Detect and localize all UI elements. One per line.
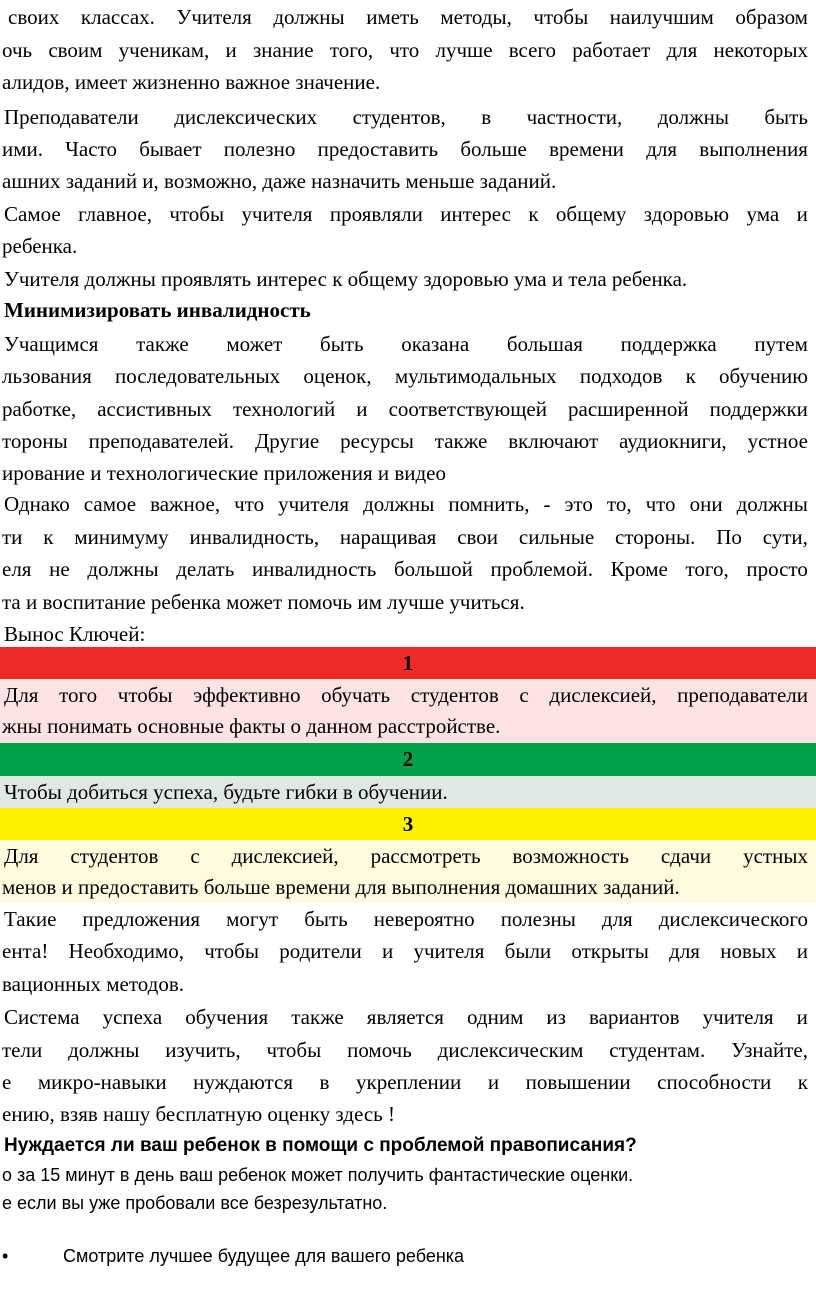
text-line xyxy=(8,4,808,30)
word: ученикам, xyxy=(118,38,210,62)
word: быть xyxy=(304,907,348,931)
word: обучать xyxy=(321,683,391,707)
word: стороны. xyxy=(615,525,696,549)
text-line xyxy=(2,556,808,582)
heading-minimize-disability: Минимизировать инвалидность xyxy=(4,298,311,322)
word: времени xyxy=(549,137,624,161)
word: самое xyxy=(83,492,137,516)
sans-text-line: о за 15 минут в день ваш ребенок может получить фантастические оценки. xyxy=(2,1165,634,1185)
word: Самое xyxy=(4,202,61,226)
word: быть xyxy=(320,332,364,356)
word: могут xyxy=(226,907,279,931)
word: для xyxy=(666,38,698,62)
word: возможность xyxy=(512,844,629,868)
word: частности, xyxy=(526,105,623,129)
word: может xyxy=(226,332,283,356)
word: Часто xyxy=(65,137,117,161)
text-line: вационных методов. xyxy=(2,972,185,996)
word: также xyxy=(434,429,488,453)
word: что xyxy=(389,38,420,62)
word: также xyxy=(291,1005,344,1029)
word: наилучшим xyxy=(609,5,714,29)
word: помнить, xyxy=(448,492,530,516)
word: микро-навыки xyxy=(37,1070,167,1094)
word: также xyxy=(136,332,189,356)
word: преподаватели xyxy=(677,683,808,707)
word: предоставить xyxy=(317,137,439,161)
word: должны xyxy=(87,557,159,581)
word: устных xyxy=(743,844,808,868)
word: и xyxy=(796,939,808,963)
word: студентов, xyxy=(352,105,446,129)
text-line xyxy=(4,682,808,708)
word: свои xyxy=(457,525,499,549)
text-line xyxy=(4,491,808,517)
word: классах. xyxy=(80,5,155,29)
word: По xyxy=(716,525,742,549)
text-line: алидов, имеет жизненно важное значение. xyxy=(2,70,381,94)
word: учителя xyxy=(702,1005,774,1029)
word: мультимодальных xyxy=(394,364,557,388)
word: некоторых xyxy=(713,38,808,62)
text-line: жны понимать основные факты о данном расстройстве. xyxy=(2,714,501,738)
takeaway-header-2 xyxy=(0,743,816,776)
word: что xyxy=(645,492,676,516)
word: общему xyxy=(555,202,627,226)
word: интерес xyxy=(440,202,511,226)
text-line xyxy=(2,428,808,454)
takeaway-header-3 xyxy=(0,808,816,840)
word: и xyxy=(796,202,808,226)
word: эффективно xyxy=(193,683,301,707)
word: дислексией, xyxy=(231,844,339,868)
takeaway-number: 2 xyxy=(402,747,414,771)
text-line: ению, взяв нашу бесплатную оценку здесь ! xyxy=(2,1102,395,1126)
word: повышении xyxy=(525,1070,631,1094)
word: студентов xyxy=(70,844,159,868)
word: должны xyxy=(273,5,345,29)
word: должны xyxy=(363,492,435,516)
word: Учителя xyxy=(176,5,252,29)
word: нуждаются xyxy=(193,1070,293,1094)
word: Такие xyxy=(4,907,57,931)
word: поддержки xyxy=(709,397,808,421)
word: чтобы xyxy=(117,683,173,707)
word: инвалидность xyxy=(251,557,377,581)
word: это xyxy=(564,492,593,516)
word: ти xyxy=(2,525,23,549)
word: сдачи xyxy=(660,844,712,868)
word: тороны xyxy=(2,429,68,453)
word: к xyxy=(528,202,539,226)
word: с xyxy=(190,844,200,868)
word: проблемой. xyxy=(490,557,593,581)
word: родители xyxy=(279,939,362,963)
word: Другие xyxy=(254,429,320,453)
word: включают xyxy=(508,429,599,453)
word: для xyxy=(646,137,678,161)
bullet-icon: • xyxy=(2,1246,9,1266)
word: большой xyxy=(393,557,473,581)
word: чтобы xyxy=(169,202,225,226)
word: Для xyxy=(4,683,39,707)
sans-text-line: е если вы уже пробовали все безрезультатно. xyxy=(2,1193,388,1213)
word: дислексическим xyxy=(437,1038,584,1062)
word: знание xyxy=(252,38,314,62)
text-line xyxy=(2,1069,808,1095)
word: в xyxy=(319,1070,330,1094)
word: подходов xyxy=(579,364,663,388)
text-line: ребенка. xyxy=(2,234,78,258)
word: дислексического xyxy=(658,907,808,931)
word: выполнения xyxy=(699,137,808,161)
word: бывает xyxy=(139,137,202,161)
word: что xyxy=(234,492,265,516)
word: способности xyxy=(657,1070,772,1094)
takeaway-number: 3 xyxy=(402,812,414,836)
word: образом xyxy=(735,5,808,29)
word: учителя xyxy=(413,939,485,963)
word: сути, xyxy=(762,525,808,549)
word: сильные xyxy=(518,525,595,549)
word: делать xyxy=(176,557,235,581)
word: инвалидность, xyxy=(189,525,320,549)
word: тели xyxy=(2,1038,43,1062)
text-line xyxy=(4,331,808,357)
word: последовательных xyxy=(115,364,281,388)
word: для xyxy=(601,907,633,931)
text-line: ирование и технологические приложения и видео xyxy=(2,461,447,485)
word: и xyxy=(356,397,368,421)
word: очь xyxy=(2,38,33,62)
word: студентов xyxy=(410,683,499,707)
word: были xyxy=(504,939,552,963)
word: успеха xyxy=(102,1005,163,1029)
word: Система xyxy=(4,1005,80,1029)
text-line xyxy=(4,104,808,130)
word: полезно xyxy=(223,137,296,161)
word: с xyxy=(519,683,529,707)
word: работке, xyxy=(2,397,77,421)
word: невероятно xyxy=(373,907,475,931)
takeaway-body-3 xyxy=(0,840,816,903)
word: Необходимо, xyxy=(68,939,184,963)
word: е xyxy=(2,1070,12,1094)
word: Кроме xyxy=(610,557,668,581)
word: минимуму xyxy=(74,525,169,549)
word: для xyxy=(669,939,700,963)
word: должны xyxy=(68,1038,140,1062)
text-line: менов и предоставить больше времени для выполнения домашних заданий. xyxy=(2,875,680,899)
word: Узнайте, xyxy=(731,1038,808,1062)
word: дислексических xyxy=(174,105,318,129)
word: ими. xyxy=(2,137,44,161)
word: Однако xyxy=(4,492,70,516)
text-line xyxy=(2,136,808,162)
word: просто xyxy=(746,557,808,581)
word: Учащимся xyxy=(4,332,99,356)
word: всего xyxy=(508,38,557,62)
word: наращивая xyxy=(339,525,437,549)
text-line xyxy=(2,363,808,389)
word: лучше xyxy=(435,38,493,62)
word: и xyxy=(796,1005,808,1029)
takeaway-body-2 xyxy=(0,776,816,808)
word: студентам. xyxy=(609,1038,706,1062)
word: учителя xyxy=(278,492,350,516)
word: к xyxy=(797,1070,808,1094)
word: не xyxy=(49,557,70,581)
word: ента! xyxy=(2,939,49,963)
word: того xyxy=(59,683,98,707)
word: помочь xyxy=(347,1038,412,1062)
word: предложения xyxy=(82,907,201,931)
word: рассмотреть xyxy=(370,844,481,868)
word: одним xyxy=(467,1005,524,1029)
text-line xyxy=(2,524,808,550)
word: новых xyxy=(720,939,777,963)
word: должны xyxy=(657,105,729,129)
word: поддержка xyxy=(620,332,717,356)
word: вариантов xyxy=(589,1005,680,1029)
word: чтобы xyxy=(266,1038,322,1062)
word: и xyxy=(487,1070,500,1094)
heading-spelling-help: Нуждается ли ваш ребенок в помощи с проблемой правописания? xyxy=(4,1135,637,1156)
takeaways-label: Вынос Ключей: xyxy=(4,622,146,646)
word: устное xyxy=(747,429,808,453)
word: открыты xyxy=(571,939,649,963)
word: здоровью xyxy=(643,202,730,226)
word: - xyxy=(543,492,551,516)
word: больше xyxy=(460,137,527,161)
word: главное, xyxy=(78,202,152,226)
text-line xyxy=(2,1037,808,1063)
word: работает xyxy=(572,38,651,62)
word: большая xyxy=(506,332,583,356)
word: еля xyxy=(2,557,32,581)
word: преподавателей. xyxy=(88,429,235,453)
text-line: та и воспитание ребенка может помочь им лучше учиться. xyxy=(2,590,525,614)
word: своим xyxy=(48,38,103,62)
word: в xyxy=(481,105,492,129)
word: должны xyxy=(736,492,808,516)
word: важное, xyxy=(150,492,221,516)
word: быть xyxy=(764,105,808,129)
word: технологий xyxy=(232,397,336,421)
word: изучить, xyxy=(165,1038,241,1062)
word: того, xyxy=(685,557,729,581)
word: обучения xyxy=(185,1005,269,1029)
word: Преподаватели xyxy=(4,105,139,129)
text-line xyxy=(4,201,808,227)
word: учителя xyxy=(241,202,313,226)
text-line: ашних заданий и, возможно, даже назначить меньше заданий. xyxy=(2,169,557,193)
takeaway-number: 1 xyxy=(402,651,414,675)
word: обучению xyxy=(719,364,808,388)
word: они xyxy=(689,492,723,516)
text-line: Чтобы добиться успеха, будьте гибки в обучении. xyxy=(4,780,448,804)
text-line xyxy=(2,37,808,63)
word: дислексией, xyxy=(549,683,657,707)
word: ассистивных xyxy=(97,397,212,421)
text-line xyxy=(2,938,808,964)
takeaway-body-1 xyxy=(0,679,816,743)
word: аудиокниги, xyxy=(619,429,727,453)
text-line xyxy=(4,906,808,932)
word: методы, xyxy=(440,5,512,29)
word: ресурсы xyxy=(340,429,414,453)
word: полезны xyxy=(500,907,576,931)
paragraph-teachers-interest: Учителя должны проявлять интерес к общему здоровью ума и тела ребенка. xyxy=(4,267,688,291)
word: к xyxy=(685,364,696,388)
word: оценок, xyxy=(303,364,372,388)
word: и xyxy=(225,38,237,62)
word: своих xyxy=(8,5,60,29)
word: расширенной xyxy=(568,397,689,421)
word: к xyxy=(43,525,54,549)
text-line xyxy=(4,1004,808,1030)
word: и xyxy=(382,939,394,963)
word: то, xyxy=(606,492,632,516)
text-line xyxy=(2,396,808,422)
word: чтобы xyxy=(204,939,259,963)
word: того, xyxy=(329,38,374,62)
word: ума xyxy=(746,202,780,226)
bullet-item: Смотрите лучшее будущее для вашего ребенка xyxy=(63,1246,465,1266)
word: чтобы xyxy=(533,5,589,29)
word: иметь xyxy=(366,5,419,29)
word: путем xyxy=(754,332,808,356)
word: укреплении xyxy=(356,1070,462,1094)
word: Для xyxy=(4,844,39,868)
word: соответствующей xyxy=(388,397,547,421)
word: является xyxy=(366,1005,444,1029)
word: льзования xyxy=(2,364,92,388)
word: оказана xyxy=(401,332,470,356)
word: проявляли xyxy=(329,202,423,226)
text-line xyxy=(4,843,808,869)
word: из xyxy=(546,1005,566,1029)
takeaway-header-1 xyxy=(0,647,816,679)
